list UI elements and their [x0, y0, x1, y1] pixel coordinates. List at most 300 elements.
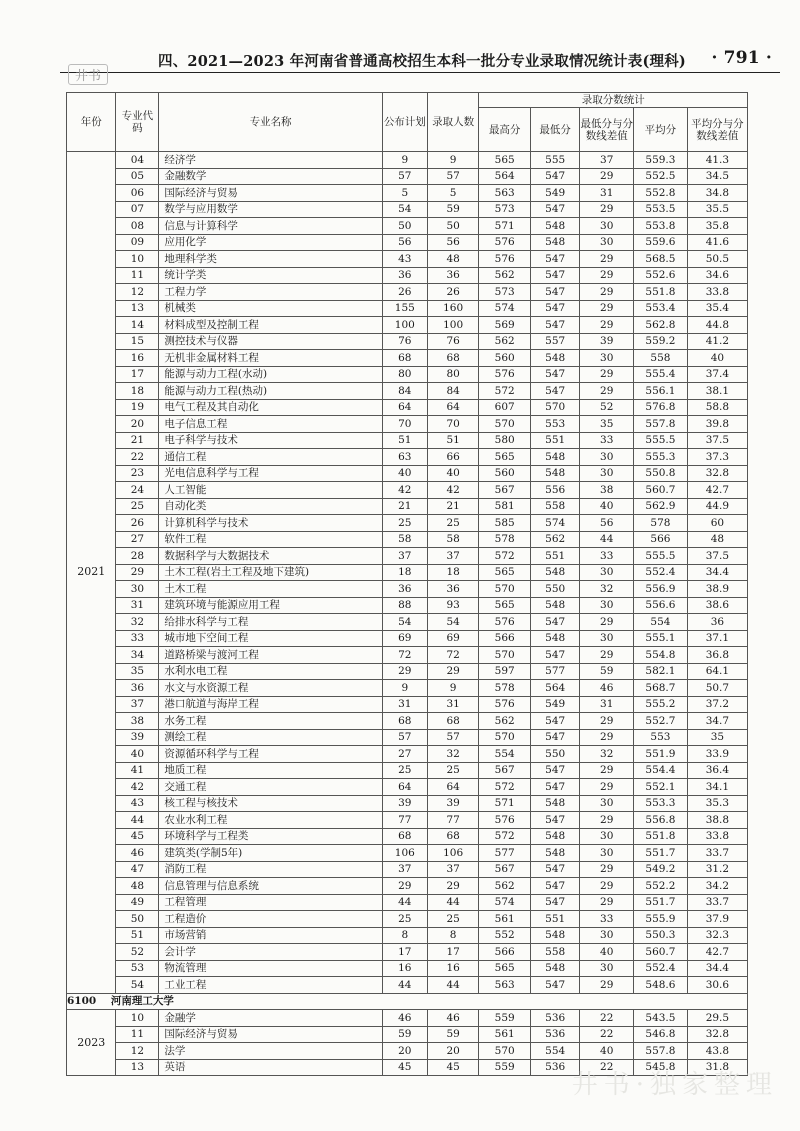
cell-min: 549	[530, 696, 579, 713]
cell-plan: 25	[382, 762, 427, 779]
cell-plan: 68	[382, 713, 427, 730]
cell-name: 信息与计算科学	[159, 218, 382, 235]
cell-avg-diff: 33.8	[687, 284, 747, 301]
cell-code: 11	[116, 267, 159, 284]
cell-name: 数学与应用数学	[159, 201, 382, 218]
cell-plan: 42	[382, 482, 427, 499]
cell-max: 570	[479, 1043, 531, 1060]
cell-min: 547	[530, 861, 579, 878]
table-row	[67, 663, 748, 680]
cell-min-diff: 30	[580, 630, 634, 647]
cell-max: 578	[479, 680, 531, 697]
cell-code: 43	[116, 795, 159, 812]
cell-plan: 80	[382, 366, 427, 383]
cell-avg: 548.6	[634, 977, 688, 994]
cell-admitted: 29	[427, 663, 479, 680]
cell-min: 547	[530, 894, 579, 911]
cell-avg-diff: 32.8	[687, 1026, 747, 1043]
cell-code: 05	[116, 168, 159, 185]
cell-avg: 552.2	[634, 878, 688, 895]
cell-avg: 568.7	[634, 680, 688, 697]
table-row	[67, 432, 748, 449]
cell-avg-diff: 37.3	[687, 449, 747, 466]
cell-avg-diff: 34.1	[687, 779, 747, 796]
cell-min: 557	[530, 333, 579, 350]
table-row	[67, 713, 748, 730]
cell-avg-diff: 37.9	[687, 911, 747, 928]
cell-code: 54	[116, 977, 159, 994]
cell-min: 547	[530, 267, 579, 284]
table-row	[67, 201, 748, 218]
cell-max: 574	[479, 300, 531, 317]
year-cell: 2023	[67, 1010, 116, 1076]
cell-plan: 84	[382, 383, 427, 400]
cell-avg-diff: 34.4	[687, 960, 747, 977]
cell-max: 563	[479, 185, 531, 202]
cell-admitted: 100	[427, 317, 479, 334]
cell-min-diff: 31	[580, 696, 634, 713]
cell-min: 536	[530, 1026, 579, 1043]
cell-min-diff: 30	[580, 465, 634, 482]
cell-max: 560	[479, 350, 531, 367]
cell-code: 32	[116, 614, 159, 631]
table-row	[67, 185, 748, 202]
cell-max: 570	[479, 729, 531, 746]
cell-max: 567	[479, 861, 531, 878]
cell-plan: 44	[382, 977, 427, 994]
cell-name: 能源与动力工程(热动)	[159, 383, 382, 400]
table-row	[67, 581, 748, 598]
cell-max: 581	[479, 498, 531, 515]
table-row	[67, 366, 748, 383]
cell-name: 金融数学	[159, 168, 382, 185]
cell-avg-diff: 34.6	[687, 267, 747, 284]
cell-name: 会计学	[159, 944, 382, 961]
cell-plan: 40	[382, 465, 427, 482]
table-row	[67, 251, 748, 268]
cell-avg: 552.8	[634, 185, 688, 202]
cell-code: 46	[116, 845, 159, 862]
cell-min: 574	[530, 515, 579, 532]
table-row	[67, 416, 748, 433]
cell-avg: 559.2	[634, 333, 688, 350]
cell-avg: 551.8	[634, 828, 688, 845]
cell-avg-diff: 36.4	[687, 762, 747, 779]
cell-min-diff: 29	[580, 284, 634, 301]
table-row	[67, 350, 748, 367]
table-row	[67, 647, 748, 664]
cell-avg: 555.2	[634, 696, 688, 713]
cell-min: 547	[530, 168, 579, 185]
cell-code: 12	[116, 1043, 159, 1060]
cell-admitted: 42	[427, 482, 479, 499]
cell-code: 21	[116, 432, 159, 449]
cell-min: 562	[530, 531, 579, 548]
cell-avg: 551.8	[634, 284, 688, 301]
page-header	[60, 46, 780, 73]
cell-avg: 556.1	[634, 383, 688, 400]
table-row	[67, 894, 748, 911]
cell-avg: 554.8	[634, 647, 688, 664]
cell-avg: 552.7	[634, 713, 688, 730]
cell-name: 电气工程及其自动化	[159, 399, 382, 416]
cell-avg-diff: 35	[687, 729, 747, 746]
cell-max: 561	[479, 1026, 531, 1043]
cell-code: 38	[116, 713, 159, 730]
cell-name: 电子信息工程	[159, 416, 382, 433]
cell-admitted: 17	[427, 944, 479, 961]
cell-avg: 566	[634, 531, 688, 548]
cell-code: 52	[116, 944, 159, 961]
cell-max: 576	[479, 366, 531, 383]
cell-name: 地质工程	[159, 762, 382, 779]
col-avg: 平均分	[634, 108, 688, 152]
cell-plan: 72	[382, 647, 427, 664]
cell-min: 548	[530, 630, 579, 647]
cell-avg-diff: 43.8	[687, 1043, 747, 1060]
cell-min: 577	[530, 663, 579, 680]
cell-min-diff: 29	[580, 894, 634, 911]
cell-min-diff: 35	[580, 416, 634, 433]
cell-name: 无机非金属材料工程	[159, 350, 382, 367]
school-name: 河南理工大学	[110, 995, 174, 1008]
cell-name: 工业工程	[159, 977, 382, 994]
cell-admitted: 25	[427, 762, 479, 779]
cell-max: 552	[479, 927, 531, 944]
cell-min-diff: 52	[580, 399, 634, 416]
cell-avg: 551.7	[634, 845, 688, 862]
table-row	[67, 317, 748, 334]
cell-admitted: 69	[427, 630, 479, 647]
cell-min-diff: 29	[580, 251, 634, 268]
table-row	[67, 383, 748, 400]
cell-max: 565	[479, 960, 531, 977]
cell-plan: 64	[382, 399, 427, 416]
cell-code: 40	[116, 746, 159, 763]
cell-min-diff: 40	[580, 498, 634, 515]
cell-max: 580	[479, 432, 531, 449]
cell-max: 562	[479, 333, 531, 350]
cell-max: 561	[479, 911, 531, 928]
cell-max: 566	[479, 944, 531, 961]
cell-max: 577	[479, 845, 531, 862]
cell-admitted: 77	[427, 812, 479, 829]
cell-code: 12	[116, 284, 159, 301]
cell-min-diff: 29	[580, 779, 634, 796]
cell-admitted: 64	[427, 399, 479, 416]
cell-avg: 582.1	[634, 663, 688, 680]
cell-avg-diff: 32.8	[687, 465, 747, 482]
cell-plan: 25	[382, 515, 427, 532]
cell-admitted: 31	[427, 696, 479, 713]
cell-min: 547	[530, 762, 579, 779]
col-stats: 录取分数统计	[479, 93, 748, 108]
cell-min: 550	[530, 746, 579, 763]
watermark: 井书·独家整理	[571, 1070, 778, 1100]
cell-admitted: 56	[427, 234, 479, 251]
cell-avg-diff: 33.9	[687, 746, 747, 763]
cell-avg-diff: 38.1	[687, 383, 747, 400]
cell-admitted: 37	[427, 861, 479, 878]
cell-avg: 550.8	[634, 465, 688, 482]
cell-min: 547	[530, 201, 579, 218]
cell-admitted: 20	[427, 1043, 479, 1060]
cell-avg: 554	[634, 614, 688, 631]
cell-name: 能源与动力工程(水动)	[159, 366, 382, 383]
cell-avg: 578	[634, 515, 688, 532]
cell-name: 水文与水资源工程	[159, 680, 382, 697]
cell-min: 554	[530, 1043, 579, 1060]
cell-plan: 54	[382, 201, 427, 218]
cell-avg: 556.6	[634, 597, 688, 614]
cell-max: 572	[479, 383, 531, 400]
cell-avg: 543.5	[634, 1010, 688, 1027]
cell-max: 559	[479, 1010, 531, 1027]
cell-min-diff: 22	[580, 1026, 634, 1043]
table-row	[67, 597, 748, 614]
cell-max: 572	[479, 548, 531, 565]
cell-code: 06	[116, 185, 159, 202]
cell-max: 607	[479, 399, 531, 416]
cell-admitted: 18	[427, 564, 479, 581]
cell-name: 测控技术与仪器	[159, 333, 382, 350]
cell-avg-diff: 38.6	[687, 597, 747, 614]
cell-name: 机械类	[159, 300, 382, 317]
cell-min: 547	[530, 713, 579, 730]
cell-min-diff: 29	[580, 300, 634, 317]
cell-avg-diff: 32.3	[687, 927, 747, 944]
cell-name: 材料成型及控制工程	[159, 317, 382, 334]
cell-admitted: 8	[427, 927, 479, 944]
cell-avg: 557.8	[634, 416, 688, 433]
cell-max: 567	[479, 482, 531, 499]
cell-min-diff: 40	[580, 1043, 634, 1060]
cell-min: 547	[530, 779, 579, 796]
cell-admitted: 25	[427, 515, 479, 532]
cell-name: 自动化类	[159, 498, 382, 515]
cell-max: 578	[479, 531, 531, 548]
col-plan: 公布计划	[382, 93, 427, 152]
cell-min-diff: 29	[580, 812, 634, 829]
cell-avg: 555.4	[634, 366, 688, 383]
cell-avg: 568.5	[634, 251, 688, 268]
col-avg-diff: 平均分与分数线差值	[687, 108, 747, 152]
cell-plan: 18	[382, 564, 427, 581]
cell-avg: 576.8	[634, 399, 688, 416]
cell-name: 水务工程	[159, 713, 382, 730]
cell-avg-diff: 37.1	[687, 630, 747, 647]
cell-min-diff: 29	[580, 878, 634, 895]
cell-min: 547	[530, 383, 579, 400]
table-row	[67, 482, 748, 499]
table-row	[67, 828, 748, 845]
cell-plan: 29	[382, 663, 427, 680]
table-row	[67, 762, 748, 779]
cell-plan: 29	[382, 878, 427, 895]
cell-avg: 553.8	[634, 218, 688, 235]
cell-code: 53	[116, 960, 159, 977]
cell-avg: 552.4	[634, 960, 688, 977]
table-row	[67, 845, 748, 862]
cell-min-diff: 30	[580, 795, 634, 812]
cell-min: 570	[530, 399, 579, 416]
cell-plan: 45	[382, 1059, 427, 1076]
cell-code: 37	[116, 696, 159, 713]
cell-min: 548	[530, 828, 579, 845]
cell-name: 计算机科学与技术	[159, 515, 382, 532]
cell-avg-diff: 60	[687, 515, 747, 532]
table-row	[67, 449, 748, 466]
cell-avg-diff: 41.3	[687, 152, 747, 169]
cell-avg-diff: 34.8	[687, 185, 747, 202]
cell-admitted: 9	[427, 152, 479, 169]
cell-min-diff: 29	[580, 201, 634, 218]
cell-avg-diff: 38.8	[687, 812, 747, 829]
cell-admitted: 59	[427, 201, 479, 218]
cell-avg: 554.4	[634, 762, 688, 779]
cell-name: 资源循环科学与工程	[159, 746, 382, 763]
cell-min: 547	[530, 317, 579, 334]
cell-admitted: 37	[427, 548, 479, 565]
cell-min: 548	[530, 845, 579, 862]
cell-avg-diff: 42.7	[687, 944, 747, 961]
cell-max: 565	[479, 152, 531, 169]
cell-name: 电子科学与技术	[159, 432, 382, 449]
cell-code: 13	[116, 1059, 159, 1076]
cell-min-diff: 30	[580, 597, 634, 614]
cell-plan: 76	[382, 333, 427, 350]
cell-min: 551	[530, 432, 579, 449]
cell-min-diff: 30	[580, 234, 634, 251]
cell-plan: 26	[382, 284, 427, 301]
cell-avg-diff: 31.2	[687, 861, 747, 878]
table-row	[67, 944, 748, 961]
school-code: 6100	[67, 995, 97, 1008]
cell-code: 50	[116, 911, 159, 928]
cell-avg: 562.9	[634, 498, 688, 515]
cell-avg-diff: 50.5	[687, 251, 747, 268]
cell-avg: 557.8	[634, 1043, 688, 1060]
cell-avg-diff: 37.2	[687, 696, 747, 713]
cell-name: 环境科学与工程类	[159, 828, 382, 845]
cell-plan: 54	[382, 614, 427, 631]
cell-min: 548	[530, 350, 579, 367]
cell-name: 农业水利工程	[159, 812, 382, 829]
cell-plan: 70	[382, 416, 427, 433]
cell-admitted: 46	[427, 1010, 479, 1027]
cell-plan: 68	[382, 828, 427, 845]
cell-min: 548	[530, 234, 579, 251]
table-row	[67, 927, 748, 944]
cell-max: 565	[479, 449, 531, 466]
cell-min: 549	[530, 185, 579, 202]
cell-max: 572	[479, 779, 531, 796]
cell-avg-diff: 37.5	[687, 548, 747, 565]
cell-name: 测绘工程	[159, 729, 382, 746]
cell-name: 软件工程	[159, 531, 382, 548]
cell-max: 576	[479, 251, 531, 268]
cell-min: 548	[530, 795, 579, 812]
cell-code: 49	[116, 894, 159, 911]
cell-min-diff: 22	[580, 1059, 634, 1076]
cell-plan: 59	[382, 1026, 427, 1043]
cell-plan: 155	[382, 300, 427, 317]
cell-plan: 63	[382, 449, 427, 466]
cell-avg: 556.9	[634, 581, 688, 598]
table-row	[67, 680, 748, 697]
cell-plan: 58	[382, 531, 427, 548]
cell-code: 13	[116, 300, 159, 317]
cell-avg: 553.4	[634, 300, 688, 317]
cell-min-diff: 30	[580, 927, 634, 944]
table-row	[67, 234, 748, 251]
cell-admitted: 9	[427, 680, 479, 697]
cell-name: 土木工程	[159, 581, 382, 598]
cell-min-diff: 39	[580, 333, 634, 350]
cell-plan: 9	[382, 680, 427, 697]
cell-max: 569	[479, 317, 531, 334]
cell-avg: 545.8	[634, 1059, 688, 1076]
cell-min: 556	[530, 482, 579, 499]
cell-max: 554	[479, 746, 531, 763]
col-code: 专业代码	[116, 93, 159, 152]
cell-name: 消防工程	[159, 861, 382, 878]
cell-code: 16	[116, 350, 159, 367]
cell-code: 36	[116, 680, 159, 697]
cell-min: 547	[530, 729, 579, 746]
cell-min-diff: 29	[580, 762, 634, 779]
cell-name: 国际经济与贸易	[159, 185, 382, 202]
cell-max: 566	[479, 630, 531, 647]
cell-min: 548	[530, 597, 579, 614]
cell-min-diff: 33	[580, 432, 634, 449]
cell-code: 44	[116, 812, 159, 829]
cell-name: 统计学类	[159, 267, 382, 284]
cell-admitted: 59	[427, 1026, 479, 1043]
cell-avg: 562.8	[634, 317, 688, 334]
col-name: 专业名称	[159, 93, 382, 152]
cell-min-diff: 30	[580, 350, 634, 367]
cell-code: 29	[116, 564, 159, 581]
cell-plan: 36	[382, 581, 427, 598]
cell-name: 信息管理与信息系统	[159, 878, 382, 895]
cell-min: 548	[530, 564, 579, 581]
table-row	[67, 630, 748, 647]
cell-min: 550	[530, 581, 579, 598]
cell-avg: 555.5	[634, 432, 688, 449]
cell-plan: 9	[382, 152, 427, 169]
cell-admitted: 44	[427, 977, 479, 994]
cell-admitted: 80	[427, 366, 479, 383]
cell-plan: 106	[382, 845, 427, 862]
cell-min-diff: 29	[580, 713, 634, 730]
cell-min: 548	[530, 927, 579, 944]
cell-avg: 551.7	[634, 894, 688, 911]
cell-max: 573	[479, 284, 531, 301]
cell-name: 港口航道与海岸工程	[159, 696, 382, 713]
cell-avg-diff: 34.4	[687, 564, 747, 581]
cell-code: 10	[116, 1010, 159, 1027]
cell-min-diff: 33	[580, 548, 634, 565]
cell-max: 562	[479, 713, 531, 730]
cell-admitted: 106	[427, 845, 479, 862]
cell-avg-diff: 48	[687, 531, 747, 548]
cell-avg: 555.9	[634, 911, 688, 928]
cell-max: 559	[479, 1059, 531, 1076]
cell-avg-diff: 33.7	[687, 894, 747, 911]
cell-max: 571	[479, 218, 531, 235]
cell-name: 物流管理	[159, 960, 382, 977]
